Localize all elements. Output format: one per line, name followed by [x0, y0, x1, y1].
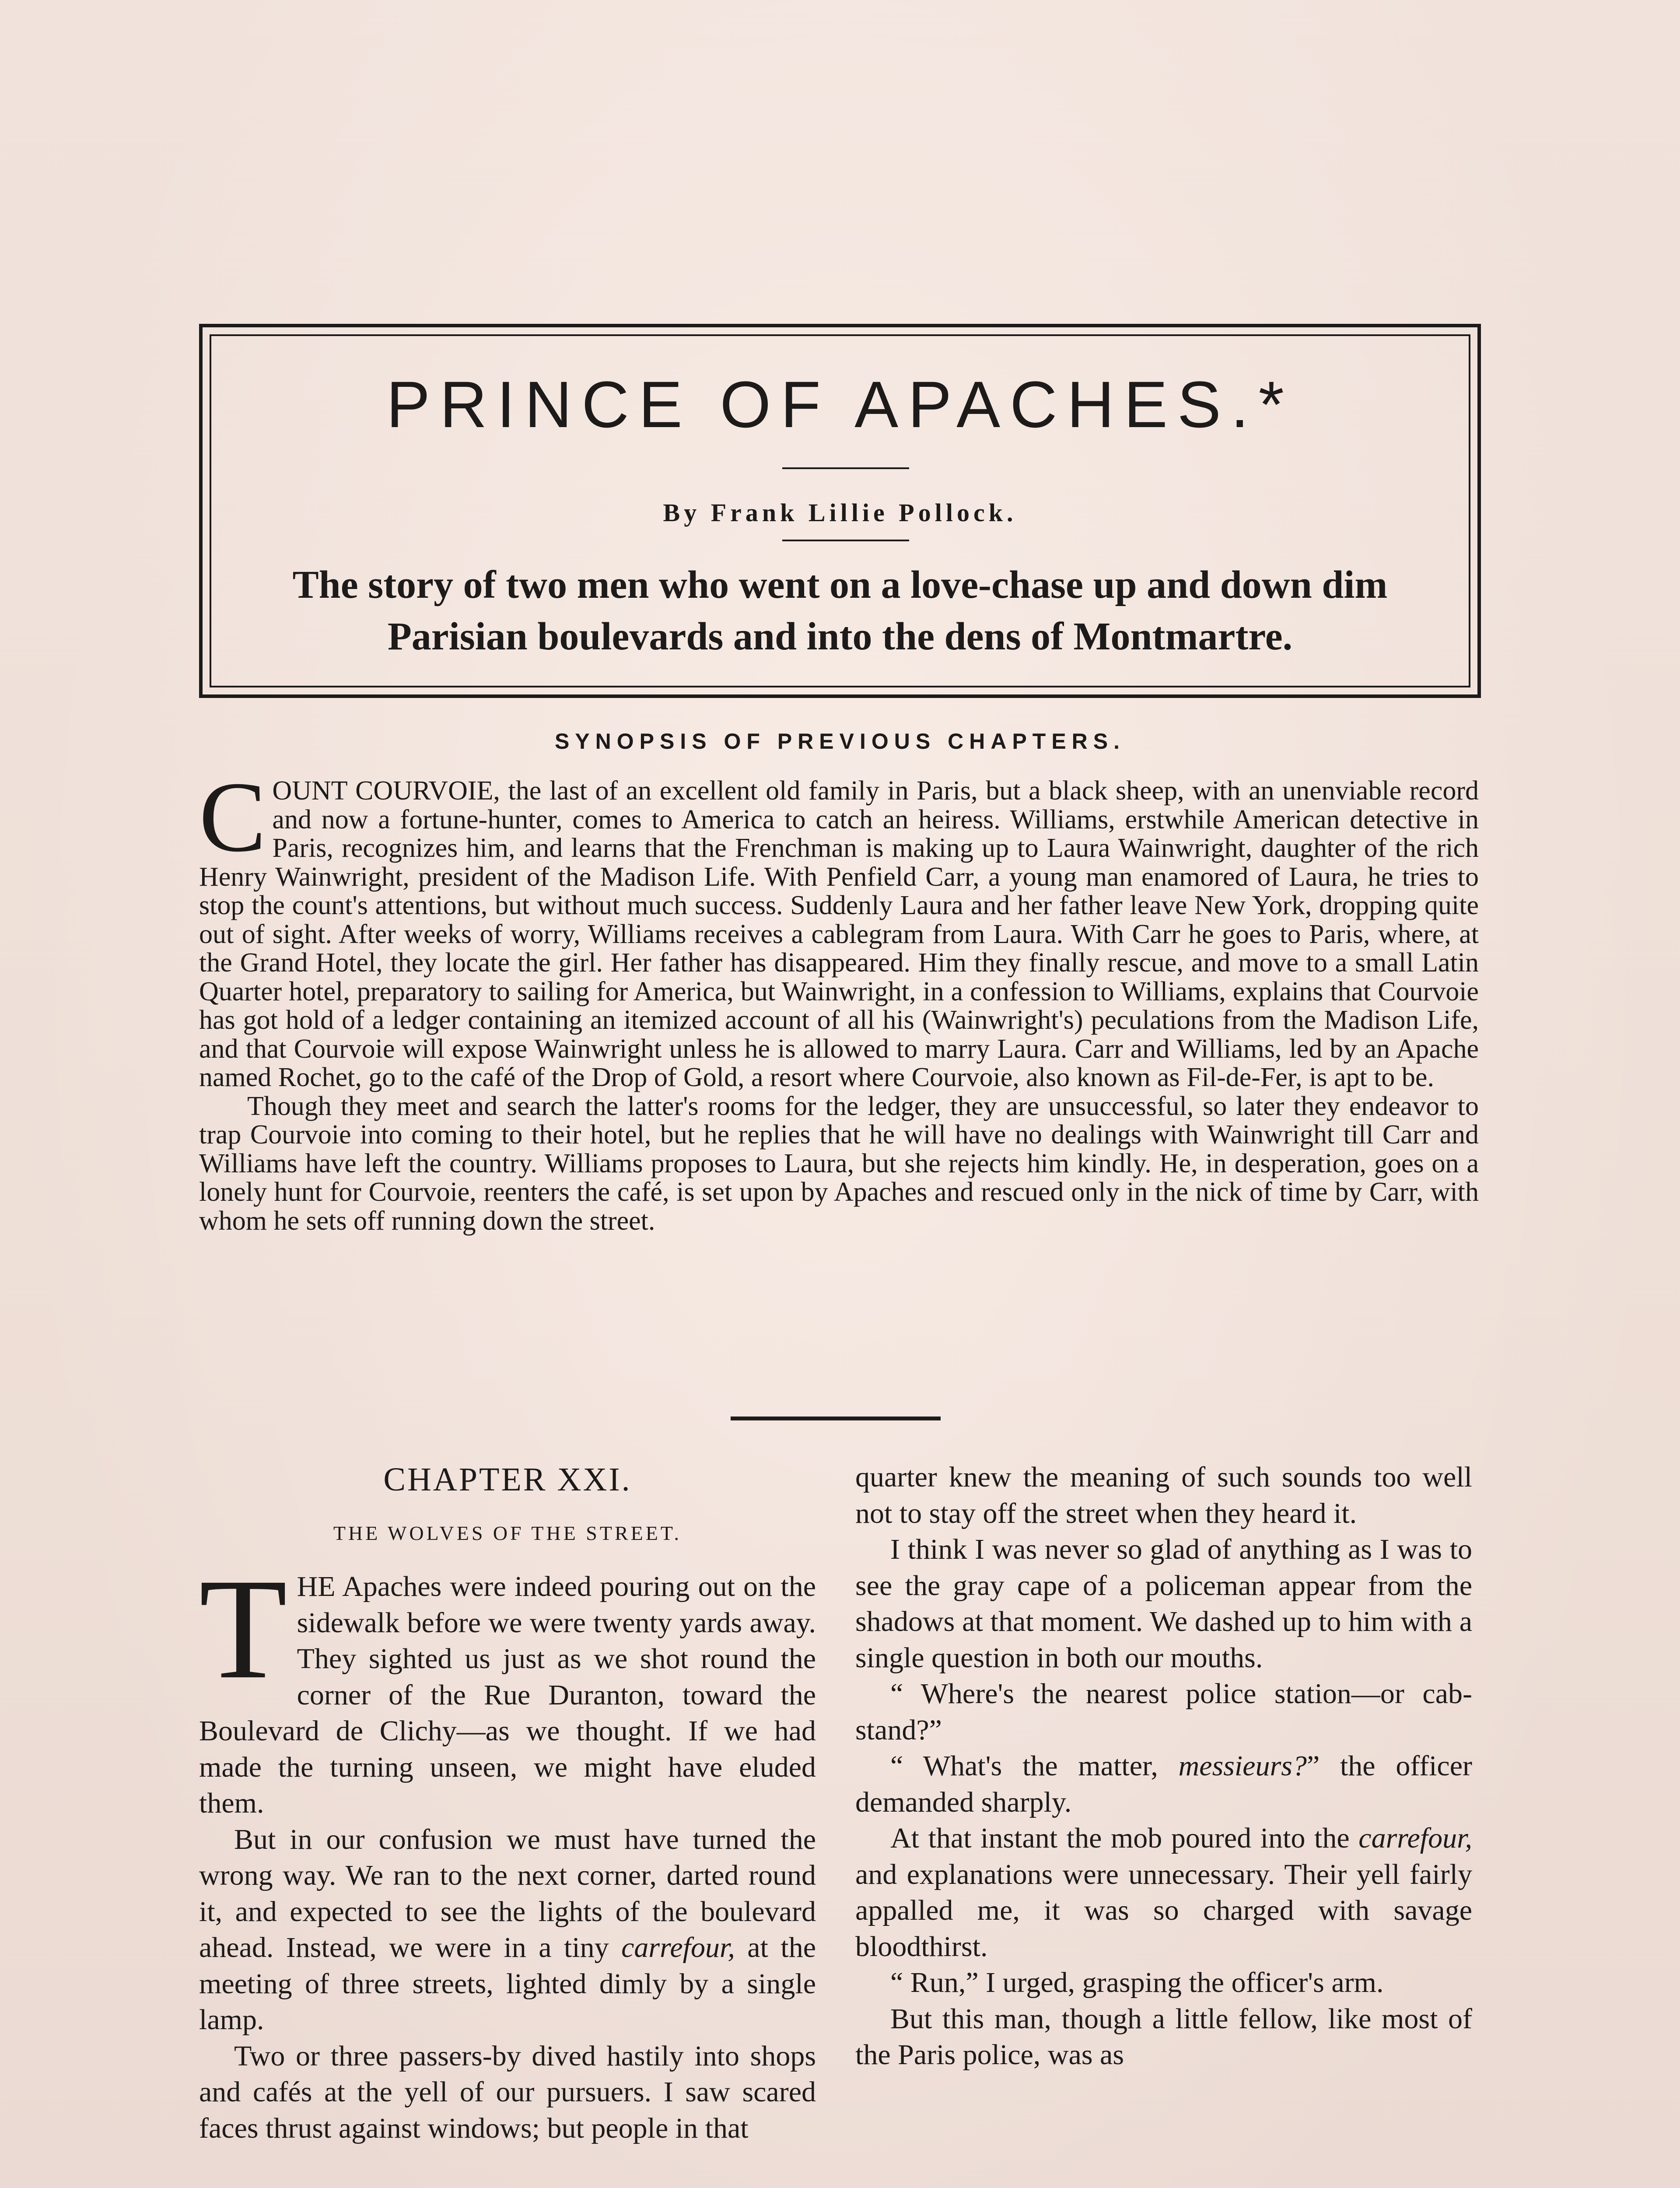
body-paragraph — [199, 1549, 816, 1822]
synopsis-text — [199, 761, 1479, 1236]
text-run: ” the officer demanded sharply. — [855, 1750, 1472, 1818]
body-paragraph: “ Where's the nearest police station—or cab-stand?” — [855, 1678, 1472, 1746]
title-box — [199, 324, 1481, 698]
title-rule-bottom — [782, 540, 909, 541]
body-paragraph: quarter knew the meaning of such sounds too well not to stay off the street when they heard it. — [855, 1461, 1472, 1529]
synopsis-paragraph-1-text: OUNT COURVOIE, the last of an excellent old family in Paris, but a black sheep, with an unenviable record and now a fortune-hunter, comes to America to catch an heiress. Williams, erstwhile American detective in Paris, recognizes him, and learns that the Frenchman is making up to Laura Wainwright, daughter of the rich Henry Wainwright, president of the Madison Life. With Penfield Carr, a young man enamored of Laura, he tries to stop the count's attentions, but without much success. Suddenly Laura and her father leave New York, dropping quite out of sight. After weeks of worry, Williams receives a cablegram from Laura. With Carr he goes to Paris, where, at the Grand Hotel, they locate the girl. Her father has disappeared. Him they finally rescue, and move to a small Latin Quarter hotel, preparatory to sailing for America, but Wainwright, in a confession to Williams, explains that Courvoie has got hold of a ledger containing an itemized account of all his (Wainwright's) peculations from the Madison Life, and that Courvoie will expose Wainwright unless he is allowed to marry Laura. Carr and Williams, led by an Apache named Rochet, go to the café of the Drop of Gold, a resort where Courvoie, also known as Fil-de-Fer, is apt to be. — [199, 776, 1479, 1092]
synopsis-dropcap: C — [199, 761, 266, 873]
body-paragraph: “ Run,” I urged, grasping the officer's arm. — [890, 1967, 1384, 1999]
text-run: At that instant the mob poured into the — [890, 1822, 1359, 1854]
synopsis-paragraph: Though they meet and search the latter's rooms for the ledger, they are unsuccessful, so later they endeavor to trap Courvoie into coming to their hotel, but he replies that he will have no dealings with Wainwright till Carr and Williams have left the country. Williams proposes to Laura, but she rejects him kindly. He, in desperation, goes on a lonely hunt for Courvoie, reenters the café, is set upon by Apaches and rescued only in the nick of time by Carr, with whom he sets off running down the street. — [199, 1091, 1479, 1236]
body-paragraph: I think I was never so glad of anything as I was to see the gray cape of a policeman appear from the shadows at that moment. We dashed up to him with a single question in both our mouths. — [855, 1533, 1472, 1674]
synopsis-heading: SYNOPSIS OF PREVIOUS CHAPTERS. — [554, 729, 1126, 754]
chapter-dropcap: T — [199, 1549, 287, 1709]
chapter-heading: CHAPTER XXI. — [383, 1461, 632, 1498]
left-column — [199, 1453, 816, 2146]
story-tagline: The story of two men who went on a love-chase up and down dim Parisian boulevards and into the dens of Montmartre. — [292, 563, 1388, 658]
body-paragraph: Two or three passers-by dived hastily into shops and cafés at the yell of our pursuers. I saw scared faces thrust against windows; but people in that — [199, 2040, 816, 2144]
body-paragraph — [855, 1820, 1472, 1965]
text-run: “ What's the matter, — [890, 1750, 1179, 1782]
title-rule-top — [782, 467, 909, 469]
body-paragraph-text: HE Apaches were indeed pouring out on the sidewalk before we were twenty yards away. They sighted us just as we shot round the corner of the Rue Duranton, toward the Boulevard de Clichy—as we thought. If we had made the turning unseen, we might have eluded them. — [199, 1571, 816, 1819]
synopsis-paragraph — [199, 761, 1479, 1092]
story-title: PRINCE OF APACHES.* — [386, 368, 1294, 441]
author-byline: By Frank Lillie Pollock. — [663, 498, 1017, 527]
italic-text: carrefour, — [1358, 1822, 1472, 1854]
italic-text: messieurs? — [1178, 1750, 1307, 1782]
title-box-inner-border — [210, 334, 1470, 687]
right-column — [855, 1459, 1472, 2073]
body-paragraph: But this man, though a little fellow, like most of the Paris police, was as — [855, 2002, 1472, 2071]
text-run: But in our confusion we must have turned the wrong way. We ran to the next corner, darted round it, and expected to see the lights of the boulevard ahead. Instead, we were in a tiny — [199, 1823, 816, 1964]
text-run: and explanations were unnecessary. Their yell fairly appalled me, it was so charged with savage bloodthirst. — [855, 1858, 1472, 1963]
body-paragraph — [199, 1822, 816, 2038]
section-divider — [731, 1417, 941, 1420]
italic-text: carrefour, — [621, 1932, 735, 1964]
body-paragraph — [855, 1748, 1472, 1820]
chapter-subtitle: THE WOLVES OF THE STREET. — [333, 1522, 682, 1544]
text-run: at the meeting of three streets, lighted dimly by a single lamp. — [199, 1932, 816, 2036]
